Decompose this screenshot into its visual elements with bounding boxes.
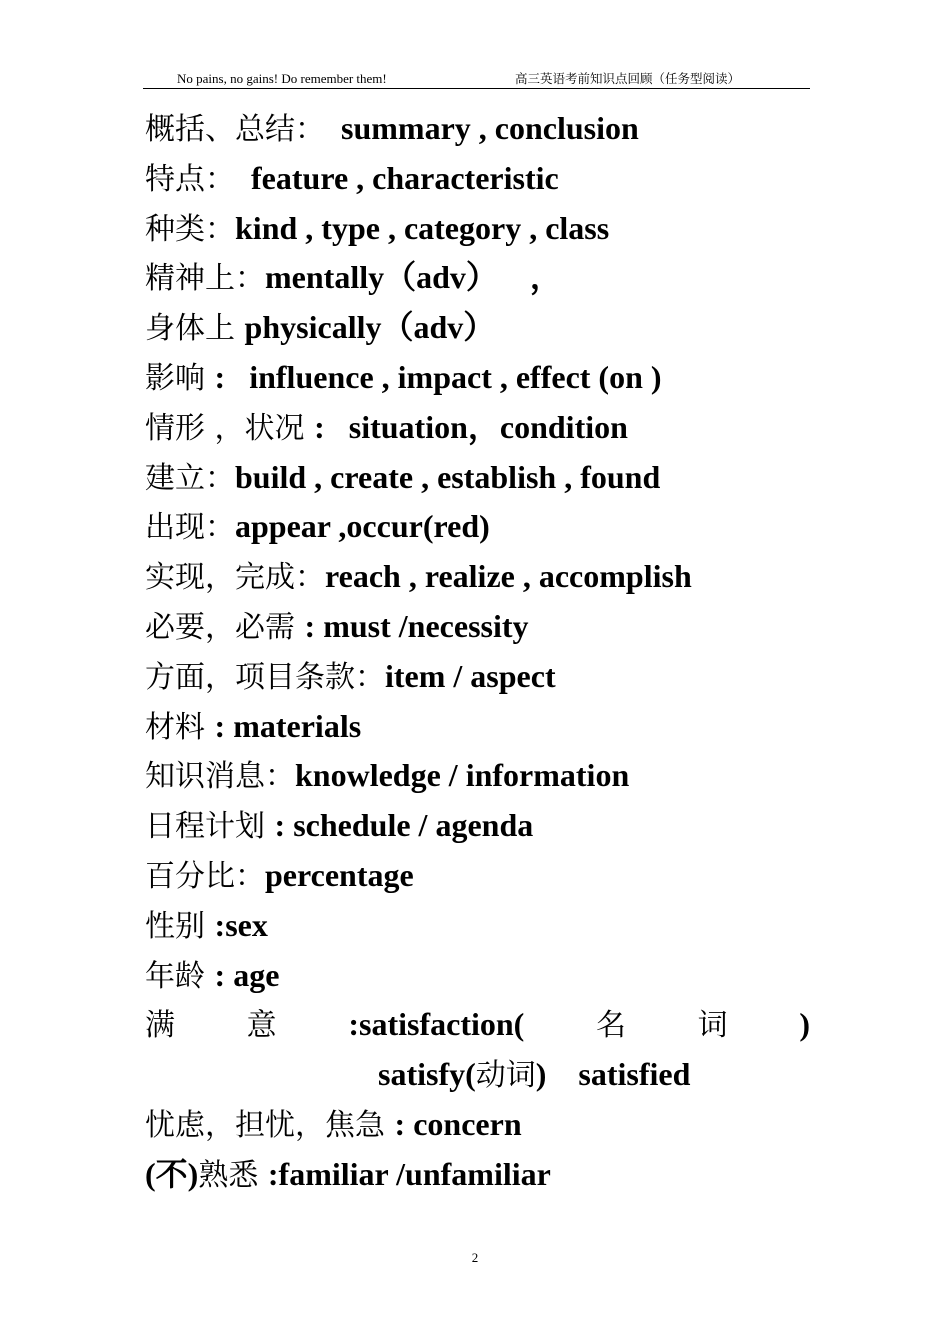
vocab-chinese: 精神上： (145, 261, 265, 297)
vocab-chinese: 建立： (145, 460, 235, 496)
vocab-row (145, 104, 810, 154)
vocab-english: : age (214, 956, 280, 993)
vocab-row (145, 453, 810, 503)
vocab-chinese: 影响 (145, 360, 215, 396)
vocab-chinese: 身体上 (145, 311, 245, 347)
vocab-english: : influence , impact , effect (on ) (214, 358, 662, 395)
vocab-english: (不) (145, 1155, 199, 1192)
vocab-chinese: 情形 ，状况 (145, 410, 315, 446)
vocab-chinese: 忧虑，担忧，焦急 (145, 1107, 395, 1143)
vocab-row (145, 702, 810, 752)
vocab-row (145, 951, 810, 1001)
vocab-chinese: 性别 (145, 908, 215, 944)
vocab-english: ) (799, 1006, 810, 1043)
vocab-chinese: 日程计划 (145, 809, 275, 845)
vocab-row-satisfaction (145, 1000, 810, 1050)
vocab-chinese: 年龄 (145, 958, 215, 994)
vocab-english: build , create , establish , found (235, 458, 661, 495)
vocab-row (145, 1100, 810, 1150)
vocab-chinese: 概括、总结： (145, 112, 325, 147)
vocab-english: :sex (214, 906, 268, 943)
vocab-row (145, 652, 810, 702)
vocab-english: satisfy( (378, 1056, 476, 1093)
vocab-row (145, 1150, 810, 1200)
vocab-english: : situation，condition (314, 408, 628, 445)
vocab-english: : materials (214, 707, 362, 744)
vocab-english: appear ,occur(red) (235, 508, 490, 545)
vocab-row-satisfaction-continued (145, 1050, 810, 1100)
vocab-chinese: 特点： (145, 161, 235, 197)
vocab-chinese: 意 (246, 1008, 277, 1044)
vocab-english: physically（adv） (244, 309, 496, 346)
vocab-chinese: 出现： (145, 510, 235, 546)
vocab-english: : concern (394, 1105, 522, 1142)
vocab-english: summary , conclusion (325, 110, 639, 146)
vocab-row (145, 751, 810, 801)
vocab-chinese: 方面，项目条款： (145, 659, 385, 695)
vocab-chinese: 名 (595, 1008, 626, 1044)
vocab-row (145, 602, 810, 652)
vocab-chinese: 材料 (145, 709, 215, 745)
vocab-english: percentage (265, 856, 414, 893)
vocab-row (145, 851, 810, 901)
vocab-row (145, 204, 810, 254)
vocab-english: : must /necessity (304, 607, 529, 644)
vocab-chinese: 熟悉 (198, 1157, 268, 1193)
vocab-row (145, 552, 810, 602)
vocab-row (145, 303, 810, 353)
page-number: 2 (471, 1250, 479, 1265)
vocab-row (145, 901, 810, 951)
vocab-english: knowledge / information (295, 757, 630, 794)
vocab-row (145, 353, 810, 403)
vocab-english: :familiar /unfamiliar (267, 1155, 551, 1192)
vocab-english: kind , type , category , class (235, 209, 610, 246)
vocab-chinese: 必要，必需 (145, 609, 305, 645)
vocab-english: feature , characteristic (235, 159, 559, 196)
vocab-chinese: 词 (697, 1008, 728, 1044)
vocab-chinese: 种类： (145, 211, 235, 247)
vocab-chinese: 满 (145, 1008, 175, 1044)
page-header (143, 70, 810, 89)
vocab-english: : schedule / agenda (274, 807, 534, 844)
header-title: 高三英语考前知识点回顾（任务型阅读） (515, 71, 741, 86)
vocab-english: item / aspect (385, 657, 556, 694)
vocab-english: :satisfaction( (348, 1006, 525, 1043)
vocab-row (145, 801, 810, 851)
vocab-row (145, 502, 810, 552)
vocab-chinese: 动词 (475, 1058, 536, 1094)
vocab-chinese: 知识消息： (145, 759, 295, 795)
vocab-english: ) satisfied (535, 1056, 691, 1093)
vocabulary-list (145, 104, 810, 1200)
vocab-english: reach , realize , accomplish (325, 558, 692, 595)
header-motto: No pains, no gains! Do remember them! (177, 71, 387, 86)
vocab-chinese: 百分比： (145, 858, 265, 894)
vocab-row (145, 403, 810, 453)
vocab-row (145, 154, 810, 204)
vocab-row (145, 253, 810, 303)
vocab-english: mentally（adv） ， (265, 259, 562, 296)
vocab-chinese: 实现，完成： (145, 560, 325, 596)
